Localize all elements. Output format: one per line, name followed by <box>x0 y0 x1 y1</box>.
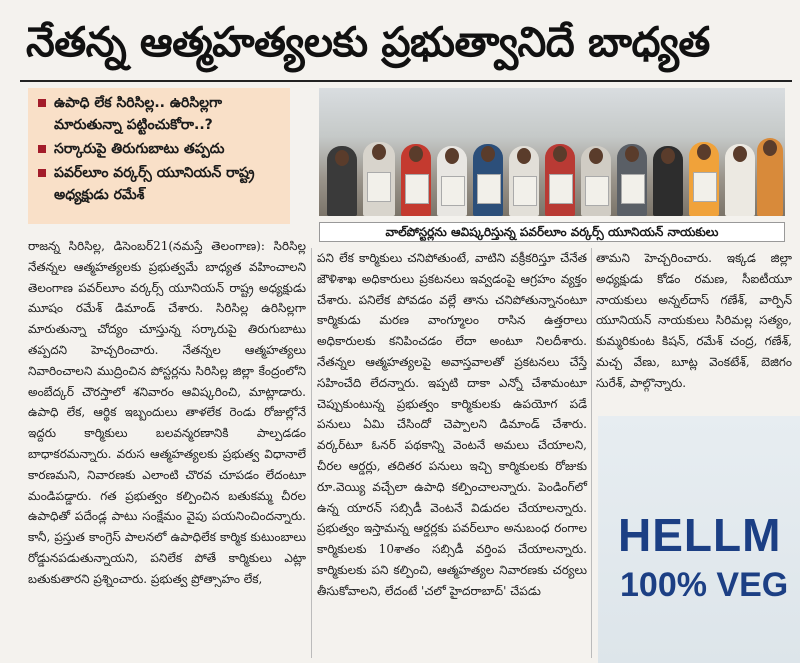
news-photo <box>319 88 785 216</box>
column-text: పని లేక కార్మికులు చనిపోతుంటే, వాటిని వక్రీకరిస్తూ చేనేత జౌళిశాఖ అధికారులు ప్రకటనలు ఇవ్వడంపై ఆగ్రహం వ్యక్తం చేశారు. పనిలేక పోవడం వల్లే తాను చనిపోతున్నానంటూ కార్మికుడు మరణ వాంగ్మూలం రాసిన ఉత్తరాలు అధికారులకు కనిపించడం లేదా అంటూ నిలదీశారు. నేతన్నల ఆత్మహత్యలపై అవాస్తవాలతో ప్రకటనలు చేస్తే సహించేది లేదన్నారు. ఇప్పటి దాకా ఎన్నో చేశామంటూ చెప్పుకుంటున్న ప్రభుత్వం కార్మికులకు ఉపయోగ పడే పనులు ఏమి చేసిందో చెప్పాలని డిమాండ్ చేశారు. వర్కర్‌టూ ఓనర్ పథకాన్ని వెంటనే అమలు చేయాలని, చీరల ఆర్డర్లు, తదితర పనులు ఇచ్చి కార్మికులకు రోజుకు రూ.వెయ్యి వచ్చేలా ఉపాధి కల్పించాలన్నారు. పెండింగ్‌లో ఉన్న యారన్ సబ్సిడీ వెంటనే విడుదల చేయాలన్నారు. ప్రభుత్వం ఇస్తామన్న ఆర్డర్లకు పవర్‌లూం అనుబంధ రంగాల కార్మికులకు 10శాతం సబ్సిడీ వర్తింప చేయాలన్నారు. కార్మికులకు పని కల్పించి, ఆత్మహత్యల నివారణకు చర్యలు తీసుకోవాలని, లేదంటే 'చలో హైదరాబాద్' చేపడు <box>317 251 591 598</box>
article-column-1 <box>28 236 310 656</box>
highlight-text: పవర్‌లూం వర్కర్స్ యూనియన్ రాష్ట్ర అధ్యక్షుడు రమేశ్ <box>54 165 255 203</box>
headline: నేతన్న ఆత్మహత్యలకు ప్రభుత్వానిదే బాధ్యత <box>26 18 710 66</box>
article-column-2 <box>317 248 591 658</box>
bullet-square-icon <box>38 145 46 153</box>
bullet-square-icon <box>38 99 46 107</box>
highlight-item <box>36 92 282 136</box>
highlight-item <box>36 138 282 160</box>
ad-tagline-text: 100% VEG <box>620 566 789 604</box>
ad-brand-text: HELLM <box>618 509 782 561</box>
highlight-text: సర్కారుపై తిరుగుబాటు తప్పదు <box>54 141 225 157</box>
highlight-text: ఉపాధి లేక సిరిసిల్ల.. ఉరిసిల్లగా మారుతున్నా పట్టించుకోరా..? <box>54 95 222 133</box>
column-divider <box>591 248 592 658</box>
column-divider <box>311 248 312 658</box>
bullet-square-icon <box>38 169 46 177</box>
article-column-3 <box>596 248 796 390</box>
advertisement <box>598 416 800 663</box>
column-text: రాజన్న సిరిసిల్ల, డిసెంబర్21(నమస్తే తెలంగాణ): సిరిసిల్ల నేతన్నల ఆత్మహత్యలకు ప్రభుత్వమే బాధ్యత వహించాలని తెలంగాణ పవర్‌లూం వర్కర్స్ యూనియన్ రాష్ట్ర అధ్యక్షుడు మూషం రమేశ్ డిమాండ్ చేశారు. సిరిసిల్ల ఉరిసిల్లగా మారుతున్నా చోద్యం చూస్తున్న సర్కారుపై తిరుగుబాటు తప్పదని హెచ్చరించారు. నేతన్నల ఆత్మహత్యలు నివారించాలని ముద్రించిన పోస్టర్లను సిరిసిల్ల జిల్లా కేంద్రంలోని అంబేద్కర్ చౌరస్తాలో శనివారం ఆవిష్కరించి, మాట్లాడారు. ఉపాధి లేక, ఆర్థిక ఇబ్బందులు తాళలేక రెండు రోజుల్లోనే ఇద్దరు కార్మికులు బలవన్మరణానికి పాల్పడడం బాధాకరమన్నారు. వరుస ఆత్మహత్యలకు ప్రభుత్వ విధానాలే కారణమని, నివారణకు ఎలాంటి చొరవ చూపడం లేదంటూ మండిపడ్డారు. గత ప్రభుత్వం కల్పించిన బతుకమ్మ చీరల ఉపాధితో పదేండ్ల పాటు సంక్షేమం వైపు పయనించిందన్నారు. కానీ, ప్రస్తుత కాంగ్రెస్ పాలనలో ఉపాధిలేక కార్మిక కుటుంబాలు రోడ్డునపడుతున్నాయని, పనిలేక పోతే కార్మికులు ఎట్లా బతుకుతారని ప్రశ్నించారు. ప్రభుత్వ ప్రోత్సాహం లేక, <box>28 239 310 586</box>
highlight-item <box>36 162 282 206</box>
column-text: తామని హెచ్చరించారు. ఇక్కడ జిల్లా అధ్యక్షుడు కోడం రమణ, సీఐటీయూ నాయకులు అన్నల్‌దాస్ గణేశ్, వార్పిన్ యూనియన్ నాయకులు సిరిమల్ల సత్యం, కుమ్మరికుంట కిషన్, రమేశ్ చంద్ర, గణేశ్, మచ్చ వేణు, బూట్ల వెంకటేశ్, బెజిగం సురేశ్, పాల్గొన్నారు. <box>596 251 796 390</box>
photo-caption: వాల్‌పోస్టర్లను ఆవిష్కరిస్తున్న పవర్‌లూం వర్కర్స్ యూనియన్ నాయకులు <box>319 222 785 242</box>
highlights-box <box>28 88 290 224</box>
headline-rule <box>20 80 792 82</box>
